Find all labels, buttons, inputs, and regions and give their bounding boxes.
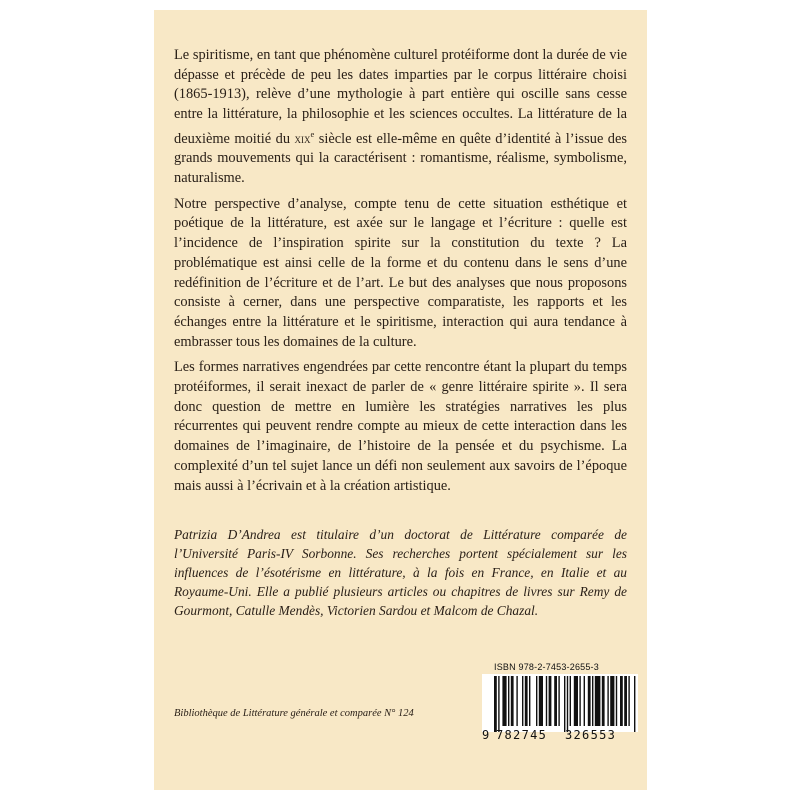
barcode-bar [579,676,580,726]
barcode-bar [554,676,557,726]
author-bio: Patrizia D’Andrea est titulaire d’un doctorat de Littérature comparée de l’Université Paris-IV Sorbonne. Ses recherches portent spécialement sur les influences de l’ésotérisme en littérature, à la fois en France, en Italie et au Royaume-Uni. Elle a publié plusieurs articles ou chapitres de livres sur Remy de Gourmont, Catulle Mendès, Victorien Sardou et Malcom de Chazal. [174,527,627,619]
blurb-text [174,46,627,502]
barcode-lead-digit: 9 [482,728,490,742]
barcode-digit-group-1: 782745 [496,728,548,742]
barcode-bar [595,676,601,726]
barcode-bar [624,676,627,726]
barcode-bar [610,676,614,726]
barcode-bar [567,676,568,732]
collection-line: Bibliothèque de Littérature générale et comparée N° 124 [174,708,414,719]
isbn-barcode [482,662,638,744]
barcode-bar [522,676,523,726]
barcode-bar [539,676,543,726]
blurb-paragraph-1-end: siècle est elle-même en quête d’identité à l’issue des grands mouvements qui la caractérisent : romantisme, réalisme, symbolisme, naturalisme. [174,130,627,187]
book-back-cover [154,10,647,790]
barcode-bar [592,676,593,726]
barcode-bar [584,676,585,726]
barcode-bar [516,676,517,726]
barcode-bar [602,676,605,726]
barcode-bar [634,676,635,732]
barcode-bar [502,676,506,726]
barcode-digit-group-2: 326553 [565,728,617,742]
barcode-bar [529,676,530,726]
barcode-bar [508,676,509,726]
century-numeral: xix [294,130,311,146]
blurb-paragraph-1-start: Le spiritisme, en tant que phénomène culturel protéiforme dont la durée de vie dépasse et précède de peu les dates imparties par le corpus littéraire choisi (1865-1913), relève d’une mythologie à part entière qui oscille sans cesse entre la littérature, la philosophie et les sciences occultes. La littérature de la deuxième moitié du [174,47,627,147]
barcode-bars [482,674,638,732]
century-superscript: e [310,128,315,139]
barcode-bar [525,676,528,726]
blurb-paragraph-2: Notre perspective d’analyse, compte tenu de cette situation esthétique et poétique de la littérature, est axée sur le langage et l’écriture : quelle est l’incidence de l’inspiration spirite sur la constitution du texte ? La problématique est ainsi celle de la forme et du contenu dans le sens d’une redéfinition de l’écriture et de l’art. Le but des analyses que nous proposons consiste à cerner, dans une perspective comparatiste, les rapports et les échanges entre la littérature et le spiritisme, interaction qui aura tendance à embrasser tous les domaines de la culture. [174,195,627,350]
blurb-paragraph-3: Les formes narratives engendrées par cette rencontre étant la plupart du temps protéiformes, il serait inexact de parler de « genre littéraire spirite ». Il sera donc question de mettre en lumière les stratégies narratives les plus récurrentes qui peuvent rendre compte au mieux de cette interaction dans les domaines de l’imaginaire, de l’histoire de la pensée et du psychisme. La complexité d’un tel sujet lance un défi non seulement aux savoirs de l’époque mais aussi à l’écrivain et à la création artistique. [174,359,627,494]
blurb-paragraph-1 [174,46,627,189]
barcode-bar [607,676,608,726]
barcode-bar [570,676,571,726]
barcode-bar [498,676,499,732]
barcode-bar [511,676,514,726]
barcode-bar [588,676,591,726]
barcode-bar [564,676,565,732]
barcode-bar [536,676,537,726]
barcode-bar [494,676,497,732]
barcode-bar [546,676,547,726]
barcode-bar [574,676,578,726]
barcode-bar [549,676,552,726]
barcode-bar [628,676,629,726]
isbn-number: ISBN 978-2-7453-2655-3 [494,662,599,672]
barcode-bar [558,676,559,726]
barcode-bar [620,676,623,726]
barcode-bar [616,676,617,726]
